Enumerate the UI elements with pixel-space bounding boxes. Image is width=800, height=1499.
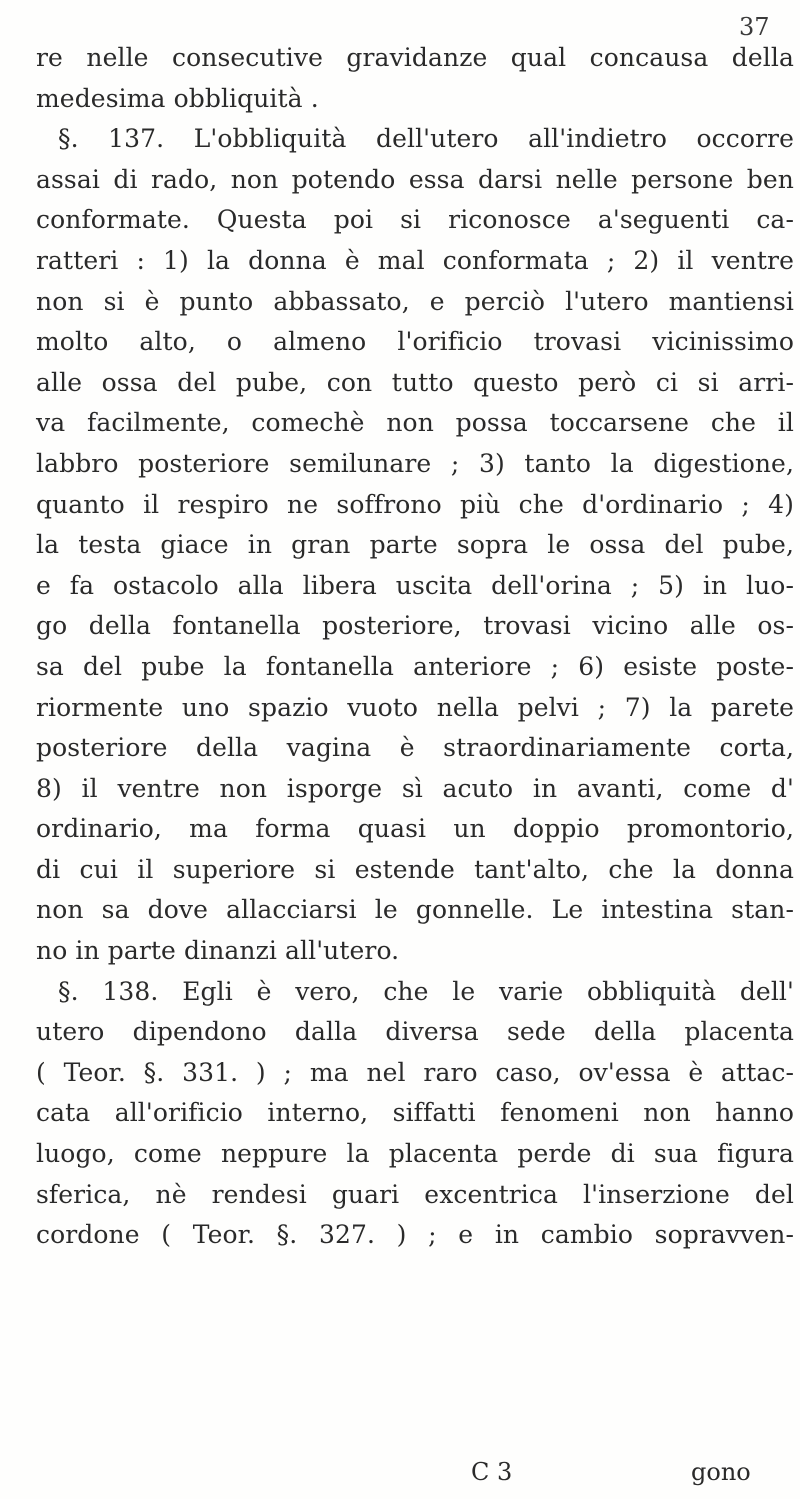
page-footer bbox=[0, 1458, 800, 1494]
text-line: non sa dove allacciarsi le gonnelle. Le intestina stan- bbox=[36, 895, 794, 925]
text-line: ordinario, ma forma quasi un doppio promontorio, bbox=[36, 814, 794, 844]
text-line: riormente uno spazio vuoto nella pelvi ; 7) la parete bbox=[36, 692, 794, 722]
text-line: va facilmente, comechè non possa toccarsene che il bbox=[36, 408, 794, 438]
text-line: e fa ostacolo alla libera uscita dell'orina ; 5) in luo- bbox=[36, 570, 794, 600]
text-line: re nelle consecutive gravidanze qual concausa della bbox=[36, 43, 794, 72]
text-line: posteriore della vagina è straordinariamente corta, bbox=[36, 733, 794, 763]
text-line: medesima obbliquità . bbox=[36, 83, 319, 113]
body-text bbox=[36, 38, 794, 1256]
text-line: 8) il ventre non isporge sì acuto in avanti, come d' bbox=[36, 773, 794, 803]
text-line: quanto il respiro ne soffrono più che d'ordinario ; 4) bbox=[36, 489, 794, 519]
text-line: molto alto, o almeno l'orificio trovasi vicinissimo bbox=[36, 327, 794, 357]
text-line: sferica, nè rendesi guari excentrica l'inserzione del bbox=[36, 1179, 794, 1209]
text-line: luogo, come neppure la placenta perde di sua figura bbox=[36, 1139, 794, 1169]
text-line: assai di rado, non potendo essa darsi nelle persone ben bbox=[36, 164, 794, 194]
text-line: di cui il superiore si estende tant'alto, che la donna bbox=[36, 854, 794, 884]
text-line: la testa giace in gran parte sopra le ossa del pube, bbox=[36, 530, 794, 560]
text-line: labbro posteriore semilunare ; 3) tanto la digestione, bbox=[36, 448, 794, 478]
text-line: ratteri : 1) la donna è mal conformata ; 2) il ventre bbox=[36, 245, 794, 275]
paragraph-138-start: §. 138. Egli è vero, che le varie obbliquità dell' bbox=[58, 976, 794, 1006]
text-line: conformate. Questa poi si riconosce a'seguenti ca- bbox=[36, 205, 794, 235]
text-line: non si è punto abbassato, e perciò l'utero mantiensi bbox=[36, 286, 794, 316]
text-line: sa del pube la fontanella anteriore ; 6) esiste poste- bbox=[36, 651, 794, 681]
text-line: ( Teor. §. 331. ) ; ma nel raro caso, ov'essa è attac- bbox=[36, 1057, 794, 1087]
text-line: alle ossa del pube, con tutto questo però ci si arri- bbox=[36, 367, 794, 397]
text-line: cordone ( Teor. §. 327. ) ; e in cambio sopravven- bbox=[36, 1220, 794, 1250]
signature-mark: C 3 bbox=[471, 1458, 513, 1486]
paragraph-137-start: §. 137. L'obbliquità dell'utero all'indietro occorre bbox=[58, 124, 794, 154]
catchword: gono bbox=[691, 1458, 751, 1486]
text-line: utero dipendono dalla diversa sede della placenta bbox=[36, 1017, 794, 1047]
text-line: no in parte dinanzi all'utero. bbox=[36, 936, 400, 966]
text-line: go della fontanella posteriore, trovasi vicino alle os- bbox=[36, 611, 794, 641]
page-number: 37 bbox=[739, 13, 770, 41]
text-line: cata all'orificio interno, siffatti fenomeni non hanno bbox=[36, 1098, 794, 1128]
